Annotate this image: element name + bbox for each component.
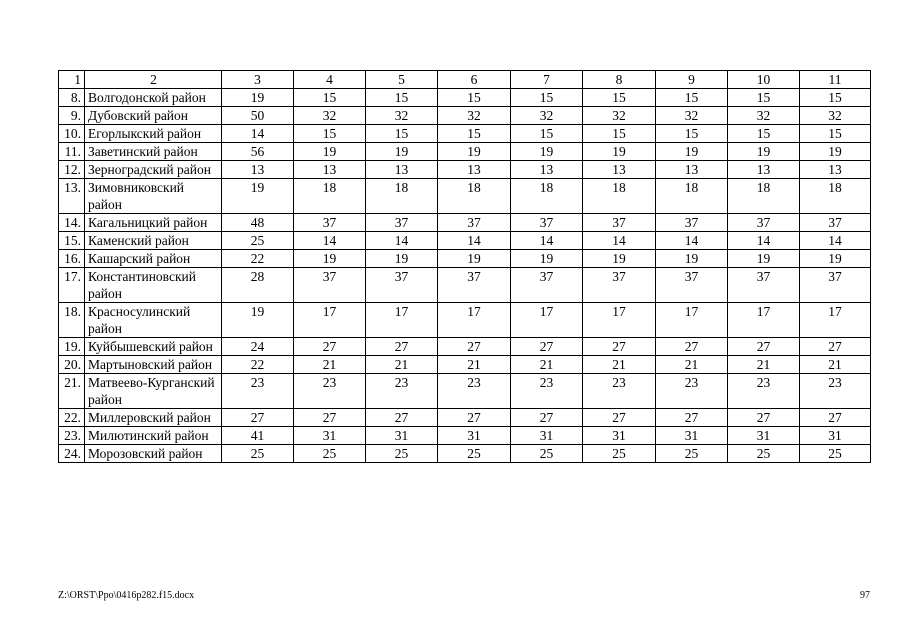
value-cell: 32	[438, 107, 511, 125]
value-cell: 37	[656, 268, 728, 303]
row-number-cell: 8.	[59, 89, 85, 107]
row-number-cell: 23.	[59, 427, 85, 445]
table-row	[59, 356, 871, 374]
value-cell: 37	[438, 214, 511, 232]
row-number-cell: 21.	[59, 374, 85, 409]
district-name-cell: Каменский район	[85, 232, 222, 250]
value-cell: 23	[294, 374, 366, 409]
value-cell: 18	[583, 179, 656, 214]
table-row	[59, 232, 871, 250]
table-header-row	[59, 71, 871, 89]
district-name-cell: Дубовский район	[85, 107, 222, 125]
value-cell: 13	[294, 161, 366, 179]
value-cell: 21	[728, 356, 800, 374]
district-name-cell: Мартыновский район	[85, 356, 222, 374]
row-number-cell: 24.	[59, 445, 85, 463]
value-cell: 27	[728, 338, 800, 356]
value-cell: 21	[438, 356, 511, 374]
value-cell: 18	[728, 179, 800, 214]
value-cell: 27	[366, 338, 438, 356]
table-row	[59, 214, 871, 232]
header-cell: 6	[438, 71, 511, 89]
value-cell: 31	[438, 427, 511, 445]
district-name-cell: Егорлыкский район	[85, 125, 222, 143]
row-number-cell: 20.	[59, 356, 85, 374]
district-name-cell: Морозовский район	[85, 445, 222, 463]
value-cell: 23	[583, 374, 656, 409]
value-cell: 18	[294, 179, 366, 214]
value-cell: 13	[656, 161, 728, 179]
table-row	[59, 143, 871, 161]
value-cell: 15	[800, 125, 871, 143]
value-cell: 19	[366, 143, 438, 161]
value-cell: 19	[583, 250, 656, 268]
row-number-cell: 11.	[59, 143, 85, 161]
value-cell: 27	[438, 338, 511, 356]
row-number-cell: 22.	[59, 409, 85, 427]
value-cell: 31	[583, 427, 656, 445]
table-row	[59, 161, 871, 179]
value-cell: 17	[438, 303, 511, 338]
value-cell: 27	[294, 409, 366, 427]
value-cell: 21	[656, 356, 728, 374]
value-cell: 19	[222, 303, 294, 338]
value-cell: 13	[438, 161, 511, 179]
value-cell: 15	[656, 125, 728, 143]
value-cell: 17	[294, 303, 366, 338]
value-cell: 23	[222, 374, 294, 409]
value-cell: 25	[728, 445, 800, 463]
value-cell: 25	[800, 445, 871, 463]
value-cell: 19	[656, 143, 728, 161]
row-number-cell: 10.	[59, 125, 85, 143]
value-cell: 27	[511, 409, 583, 427]
value-cell: 14	[366, 232, 438, 250]
value-cell: 27	[728, 409, 800, 427]
header-cell: 10	[728, 71, 800, 89]
value-cell: 23	[800, 374, 871, 409]
row-number-cell: 15.	[59, 232, 85, 250]
value-cell: 31	[656, 427, 728, 445]
value-cell: 23	[656, 374, 728, 409]
district-name-cell: Матвеево-Курганский район	[85, 374, 222, 409]
value-cell: 27	[583, 338, 656, 356]
value-cell: 19	[222, 89, 294, 107]
value-cell: 15	[511, 89, 583, 107]
value-cell: 14	[656, 232, 728, 250]
value-cell: 13	[728, 161, 800, 179]
row-number-cell: 9.	[59, 107, 85, 125]
value-cell: 25	[294, 445, 366, 463]
header-cell: 9	[656, 71, 728, 89]
value-cell: 37	[728, 268, 800, 303]
value-cell: 22	[222, 356, 294, 374]
value-cell: 17	[728, 303, 800, 338]
value-cell: 27	[656, 338, 728, 356]
value-cell: 14	[222, 125, 294, 143]
district-table	[58, 70, 871, 463]
value-cell: 19	[222, 179, 294, 214]
value-cell: 37	[728, 214, 800, 232]
value-cell: 23	[366, 374, 438, 409]
value-cell: 19	[800, 250, 871, 268]
district-name-cell: Заветинский район	[85, 143, 222, 161]
value-cell: 32	[583, 107, 656, 125]
value-cell: 41	[222, 427, 294, 445]
value-cell: 18	[438, 179, 511, 214]
value-cell: 15	[583, 125, 656, 143]
value-cell: 31	[366, 427, 438, 445]
value-cell: 19	[583, 143, 656, 161]
value-cell: 25	[222, 445, 294, 463]
header-cell: 2	[85, 71, 222, 89]
row-number-cell: 19.	[59, 338, 85, 356]
table-row	[59, 303, 871, 338]
district-name-cell: Кагальницкий район	[85, 214, 222, 232]
value-cell: 28	[222, 268, 294, 303]
header-cell: 11	[800, 71, 871, 89]
value-cell: 17	[800, 303, 871, 338]
value-cell: 15	[583, 89, 656, 107]
value-cell: 27	[294, 338, 366, 356]
value-cell: 19	[800, 143, 871, 161]
value-cell: 14	[294, 232, 366, 250]
district-name-cell: Константиновский район	[85, 268, 222, 303]
value-cell: 15	[728, 125, 800, 143]
value-cell: 25	[366, 445, 438, 463]
district-name-cell: Кашарский район	[85, 250, 222, 268]
value-cell: 18	[800, 179, 871, 214]
value-cell: 15	[438, 125, 511, 143]
value-cell: 19	[511, 250, 583, 268]
district-name-cell: Красносулинский район	[85, 303, 222, 338]
row-number-cell: 17.	[59, 268, 85, 303]
value-cell: 27	[222, 409, 294, 427]
value-cell: 19	[511, 143, 583, 161]
table-row	[59, 89, 871, 107]
value-cell: 24	[222, 338, 294, 356]
value-cell: 32	[366, 107, 438, 125]
value-cell: 21	[583, 356, 656, 374]
header-cell: 5	[366, 71, 438, 89]
value-cell: 32	[728, 107, 800, 125]
value-cell: 31	[728, 427, 800, 445]
value-cell: 23	[728, 374, 800, 409]
value-cell: 15	[656, 89, 728, 107]
value-cell: 37	[366, 268, 438, 303]
value-cell: 13	[511, 161, 583, 179]
value-cell: 13	[222, 161, 294, 179]
value-cell: 37	[438, 268, 511, 303]
value-cell: 27	[583, 409, 656, 427]
value-cell: 15	[511, 125, 583, 143]
district-name-cell: Волгодонской район	[85, 89, 222, 107]
value-cell: 17	[366, 303, 438, 338]
table-row	[59, 427, 871, 445]
table-row	[59, 179, 871, 214]
table-row	[59, 250, 871, 268]
value-cell: 15	[294, 125, 366, 143]
header-cell: 3	[222, 71, 294, 89]
header-cell: 1	[59, 71, 85, 89]
value-cell: 37	[583, 214, 656, 232]
table-body	[59, 71, 871, 463]
value-cell: 37	[583, 268, 656, 303]
value-cell: 19	[438, 143, 511, 161]
row-number-cell: 12.	[59, 161, 85, 179]
value-cell: 50	[222, 107, 294, 125]
value-cell: 18	[366, 179, 438, 214]
header-cell: 7	[511, 71, 583, 89]
table-row	[59, 107, 871, 125]
district-name-cell: Куйбышевский район	[85, 338, 222, 356]
value-cell: 32	[800, 107, 871, 125]
value-cell: 37	[294, 268, 366, 303]
value-cell: 15	[438, 89, 511, 107]
header-cell: 4	[294, 71, 366, 89]
district-name-cell: Миллеровский район	[85, 409, 222, 427]
value-cell: 32	[294, 107, 366, 125]
value-cell: 37	[656, 214, 728, 232]
value-cell: 18	[511, 179, 583, 214]
value-cell: 19	[294, 143, 366, 161]
value-cell: 27	[800, 409, 871, 427]
header-cell: 8	[583, 71, 656, 89]
value-cell: 25	[511, 445, 583, 463]
row-number-cell: 13.	[59, 179, 85, 214]
value-cell: 37	[511, 268, 583, 303]
value-cell: 19	[728, 143, 800, 161]
value-cell: 15	[366, 89, 438, 107]
value-cell: 14	[800, 232, 871, 250]
district-name-cell: Зимовниковский район	[85, 179, 222, 214]
table-row	[59, 338, 871, 356]
value-cell: 14	[438, 232, 511, 250]
value-cell: 17	[656, 303, 728, 338]
value-cell: 17	[511, 303, 583, 338]
value-cell: 37	[366, 214, 438, 232]
value-cell: 21	[366, 356, 438, 374]
value-cell: 25	[222, 232, 294, 250]
value-cell: 19	[438, 250, 511, 268]
value-cell: 19	[294, 250, 366, 268]
row-number-cell: 18.	[59, 303, 85, 338]
value-cell: 32	[511, 107, 583, 125]
table-row	[59, 268, 871, 303]
value-cell: 25	[583, 445, 656, 463]
value-cell: 32	[656, 107, 728, 125]
value-cell: 21	[511, 356, 583, 374]
value-cell: 37	[800, 214, 871, 232]
value-cell: 14	[511, 232, 583, 250]
table-row	[59, 409, 871, 427]
footer-file-path: Z:\ORST\Ppo\0416p282.f15.docx	[58, 590, 195, 601]
value-cell: 13	[800, 161, 871, 179]
value-cell: 21	[294, 356, 366, 374]
value-cell: 31	[511, 427, 583, 445]
value-cell: 23	[511, 374, 583, 409]
value-cell: 13	[583, 161, 656, 179]
row-number-cell: 14.	[59, 214, 85, 232]
value-cell: 22	[222, 250, 294, 268]
value-cell: 31	[294, 427, 366, 445]
value-cell: 56	[222, 143, 294, 161]
value-cell: 21	[800, 356, 871, 374]
table-row	[59, 445, 871, 463]
table-row	[59, 374, 871, 409]
value-cell: 27	[366, 409, 438, 427]
value-cell: 13	[366, 161, 438, 179]
value-cell: 37	[800, 268, 871, 303]
value-cell: 27	[511, 338, 583, 356]
footer-page-number: 97	[860, 590, 870, 601]
value-cell: 48	[222, 214, 294, 232]
value-cell: 15	[800, 89, 871, 107]
value-cell: 27	[656, 409, 728, 427]
value-cell: 14	[728, 232, 800, 250]
value-cell: 19	[728, 250, 800, 268]
district-name-cell: Милютинский район	[85, 427, 222, 445]
value-cell: 19	[366, 250, 438, 268]
value-cell: 27	[800, 338, 871, 356]
value-cell: 15	[728, 89, 800, 107]
district-name-cell: Зерноградский район	[85, 161, 222, 179]
value-cell: 17	[583, 303, 656, 338]
value-cell: 15	[366, 125, 438, 143]
value-cell: 18	[656, 179, 728, 214]
value-cell: 27	[438, 409, 511, 427]
value-cell: 25	[656, 445, 728, 463]
value-cell: 19	[656, 250, 728, 268]
value-cell: 15	[294, 89, 366, 107]
value-cell: 37	[294, 214, 366, 232]
value-cell: 14	[583, 232, 656, 250]
table-row	[59, 125, 871, 143]
value-cell: 25	[438, 445, 511, 463]
value-cell: 31	[800, 427, 871, 445]
value-cell: 37	[511, 214, 583, 232]
value-cell: 23	[438, 374, 511, 409]
row-number-cell: 16.	[59, 250, 85, 268]
